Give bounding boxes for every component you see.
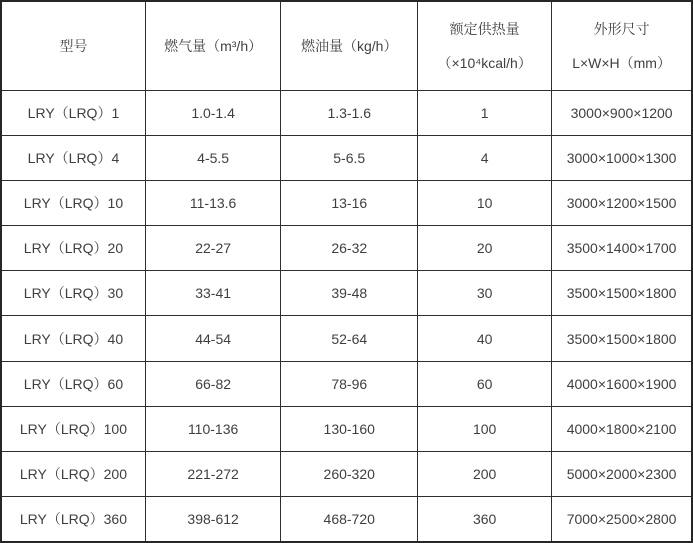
oil-cell: 1.3-1.6 [281,90,418,135]
table-row [1,452,692,497]
table-row [1,180,692,225]
heat-cell: 1 [418,90,552,135]
gas-cell: 110-136 [145,406,280,451]
column-header-gas: 燃气量（m³/h） [145,1,280,90]
oil-cell: 52-64 [281,316,418,361]
dimensions-cell: 3000×1000×1300 [552,135,692,180]
model-cell: LRY（LRQ）10 [1,180,145,225]
column-header-dimensions-line1: 外形尺寸 [593,20,650,37]
dimensions-cell: 3500×1500×1800 [552,271,692,316]
gas-cell: 398-612 [145,497,280,542]
model-cell: LRY（LRQ）1 [1,90,145,135]
gas-cell: 22-27 [145,226,280,271]
dimensions-cell: 3000×1200×1500 [552,180,692,225]
heat-cell: 60 [418,361,552,406]
dimensions-cell: 3000×900×1200 [552,90,692,135]
column-header-heat-line2: （×10⁴kcal/h） [437,54,532,71]
table-row [1,271,692,316]
gas-cell: 33-41 [145,271,280,316]
column-header-model: 型号 [1,1,145,90]
oil-cell: 130-160 [281,406,418,451]
model-cell: LRY（LRQ）360 [1,497,145,542]
table-body [1,90,692,542]
oil-cell: 5-6.5 [281,135,418,180]
column-header-dimensions-line2: L×W×H（mm） [572,54,671,71]
oil-cell: 26-32 [281,226,418,271]
oil-cell: 13-16 [281,180,418,225]
gas-cell: 11-13.6 [145,180,280,225]
dimensions-cell: 5000×2000×2300 [552,452,692,497]
heat-cell: 4 [418,135,552,180]
gas-cell: 1.0-1.4 [145,90,280,135]
heat-cell: 10 [418,180,552,225]
oil-cell: 39-48 [281,271,418,316]
heat-cell: 20 [418,226,552,271]
column-header-dimensions [552,1,692,90]
dimensions-cell: 4000×1800×2100 [552,406,692,451]
oil-cell: 260-320 [281,452,418,497]
heat-cell: 30 [418,271,552,316]
dimensions-cell: 4000×1600×1900 [552,361,692,406]
table-row [1,406,692,451]
model-cell: LRY（LRQ）30 [1,271,145,316]
model-cell: LRY（LRQ）40 [1,316,145,361]
heat-cell: 360 [418,497,552,542]
header-row [1,1,692,90]
gas-cell: 221-272 [145,452,280,497]
heat-cell: 200 [418,452,552,497]
dimensions-cell: 3500×1400×1700 [552,226,692,271]
table-row [1,497,692,542]
heat-cell: 100 [418,406,552,451]
column-header-heat-line1: 额定供热量 [449,20,520,37]
heat-cell: 40 [418,316,552,361]
column-header-heat [418,1,552,90]
table-row [1,226,692,271]
dimensions-cell: 7000×2500×2800 [552,497,692,542]
table-row [1,135,692,180]
gas-cell: 44-54 [145,316,280,361]
model-cell: LRY（LRQ）20 [1,226,145,271]
table-row [1,316,692,361]
model-cell: LRY（LRQ）4 [1,135,145,180]
dimensions-cell: 3500×1500×1800 [552,316,692,361]
oil-cell: 78-96 [281,361,418,406]
gas-cell: 66-82 [145,361,280,406]
model-cell: LRY（LRQ）200 [1,452,145,497]
table-row [1,361,692,406]
column-header-oil: 燃油量（kg/h） [281,1,418,90]
table-row [1,90,692,135]
gas-cell: 4-5.5 [145,135,280,180]
model-cell: LRY（LRQ）100 [1,406,145,451]
model-cell: LRY（LRQ）60 [1,361,145,406]
oil-cell: 468-720 [281,497,418,542]
